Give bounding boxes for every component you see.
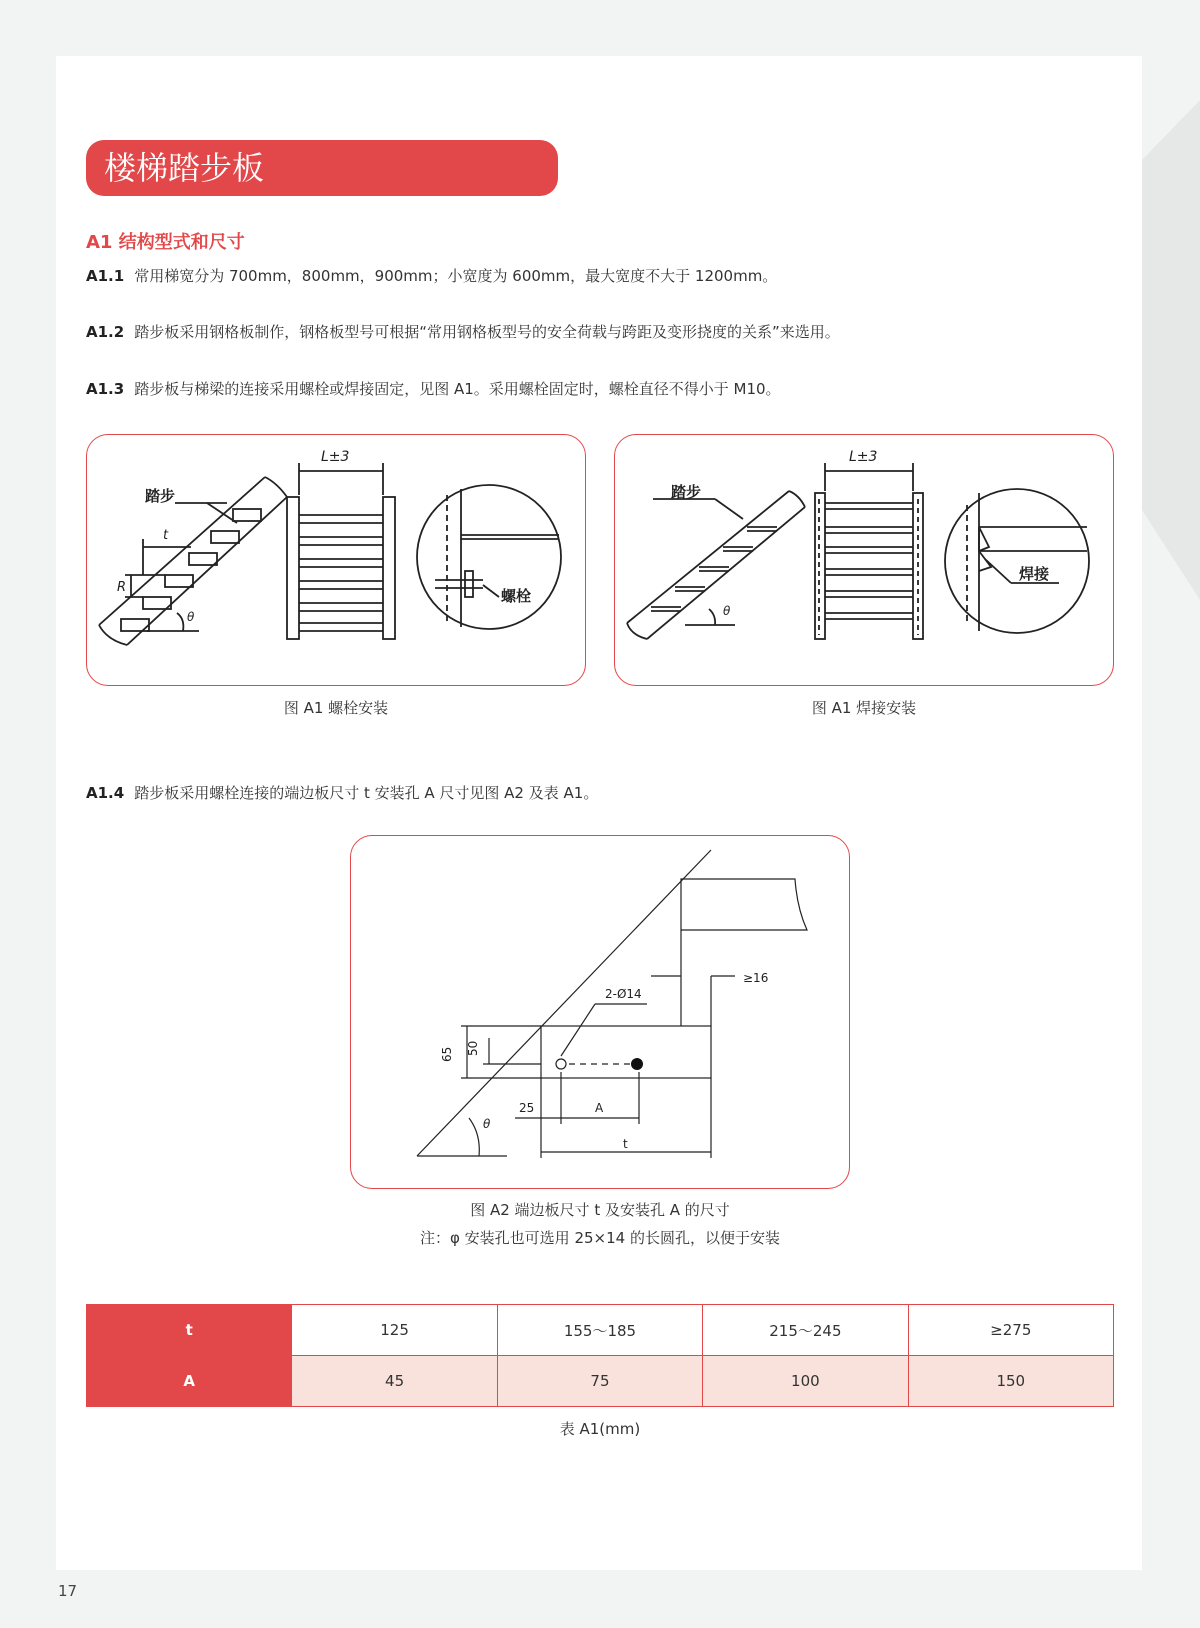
caption-end-plate: 图 A2 端边板尺寸 t 及安装孔 A 的尺寸 xyxy=(470,1201,730,1219)
table-header-cell: t xyxy=(87,1305,292,1356)
label-step-weld: 踏步 xyxy=(671,483,702,501)
label-weld: 焊接 xyxy=(1019,565,1050,583)
table-caption: 表 A1(mm) xyxy=(559,1420,641,1438)
page-number: 17 xyxy=(58,1582,78,1600)
figure-end-plate xyxy=(350,835,850,1189)
caption-bolt-install: 图 A1 螺栓安装 xyxy=(283,699,389,717)
dimension-table xyxy=(86,1304,1114,1407)
label-step: 踏步 xyxy=(145,487,176,505)
caption-end-plate-note: 注：φ 安装孔也可选用 25×14 的长圆孔，以便于安装 xyxy=(420,1229,780,1247)
paragraph-a1-1: A1.1 常用梯宽分为 700mm，800mm，900mm；小宽度为 600mm，最大宽度不大于 1200mm。 xyxy=(86,267,778,285)
table-cell: 75 xyxy=(497,1356,702,1407)
label-a: A xyxy=(595,1101,604,1115)
table-header-cell: A xyxy=(87,1356,292,1407)
label-hole: 2-Ø14 xyxy=(605,987,642,1001)
table-row xyxy=(87,1356,1114,1407)
caption-weld-install: 图 A1 焊接安装 xyxy=(811,699,917,717)
label-theta: θ xyxy=(187,610,195,624)
table-cell: 150 xyxy=(908,1356,1113,1407)
table-cell: 45 xyxy=(292,1356,497,1407)
label-length: L±3 xyxy=(321,449,350,465)
label-25: 25 xyxy=(519,1101,535,1115)
section-heading: A1 结构型式和尺寸 xyxy=(86,232,245,253)
table-cell: 215～245 xyxy=(703,1305,908,1356)
label-theta-weld: θ xyxy=(723,604,731,618)
side-decoration xyxy=(1142,100,1200,600)
label-ge16: ≥16 xyxy=(743,971,769,985)
label-t-a2: t xyxy=(623,1137,628,1151)
paragraph-a1-2: A1.2 踏步板采用钢格板制作，钢格板型号可根据“常用钢格板型号的安全荷载与跨距及变形挠度的关系”来选用。 xyxy=(86,323,840,341)
label-theta-a2: θ xyxy=(483,1117,491,1131)
label-r: R xyxy=(117,580,127,595)
page-title: 楼梯踏步板 xyxy=(86,140,558,196)
label-50: 50 xyxy=(466,1040,480,1056)
label-length-weld: L±3 xyxy=(849,449,878,465)
figure-bolt-install xyxy=(86,434,586,686)
table-cell: 100 xyxy=(703,1356,908,1407)
figure-weld-install xyxy=(614,434,1114,686)
label-bolt: 螺栓 xyxy=(501,587,532,605)
table-cell: 125 xyxy=(292,1305,497,1356)
label-t: t xyxy=(163,528,169,543)
table-cell: 155～185 xyxy=(497,1305,702,1356)
paragraph-a1-3: A1.3 踏步板与梯梁的连接采用螺栓或焊接固定，见图 A1。采用螺栓固定时，螺栓直径不得小于 M10。 xyxy=(86,380,781,398)
paragraph-a1-4: A1.4 踏步板采用螺栓连接的端边板尺寸 t 安装孔 A 尺寸见图 A2 及表 A1。 xyxy=(86,784,599,802)
label-65: 65 xyxy=(440,1046,454,1062)
table-cell: ≥275 xyxy=(908,1305,1113,1356)
table-row xyxy=(87,1305,1114,1356)
